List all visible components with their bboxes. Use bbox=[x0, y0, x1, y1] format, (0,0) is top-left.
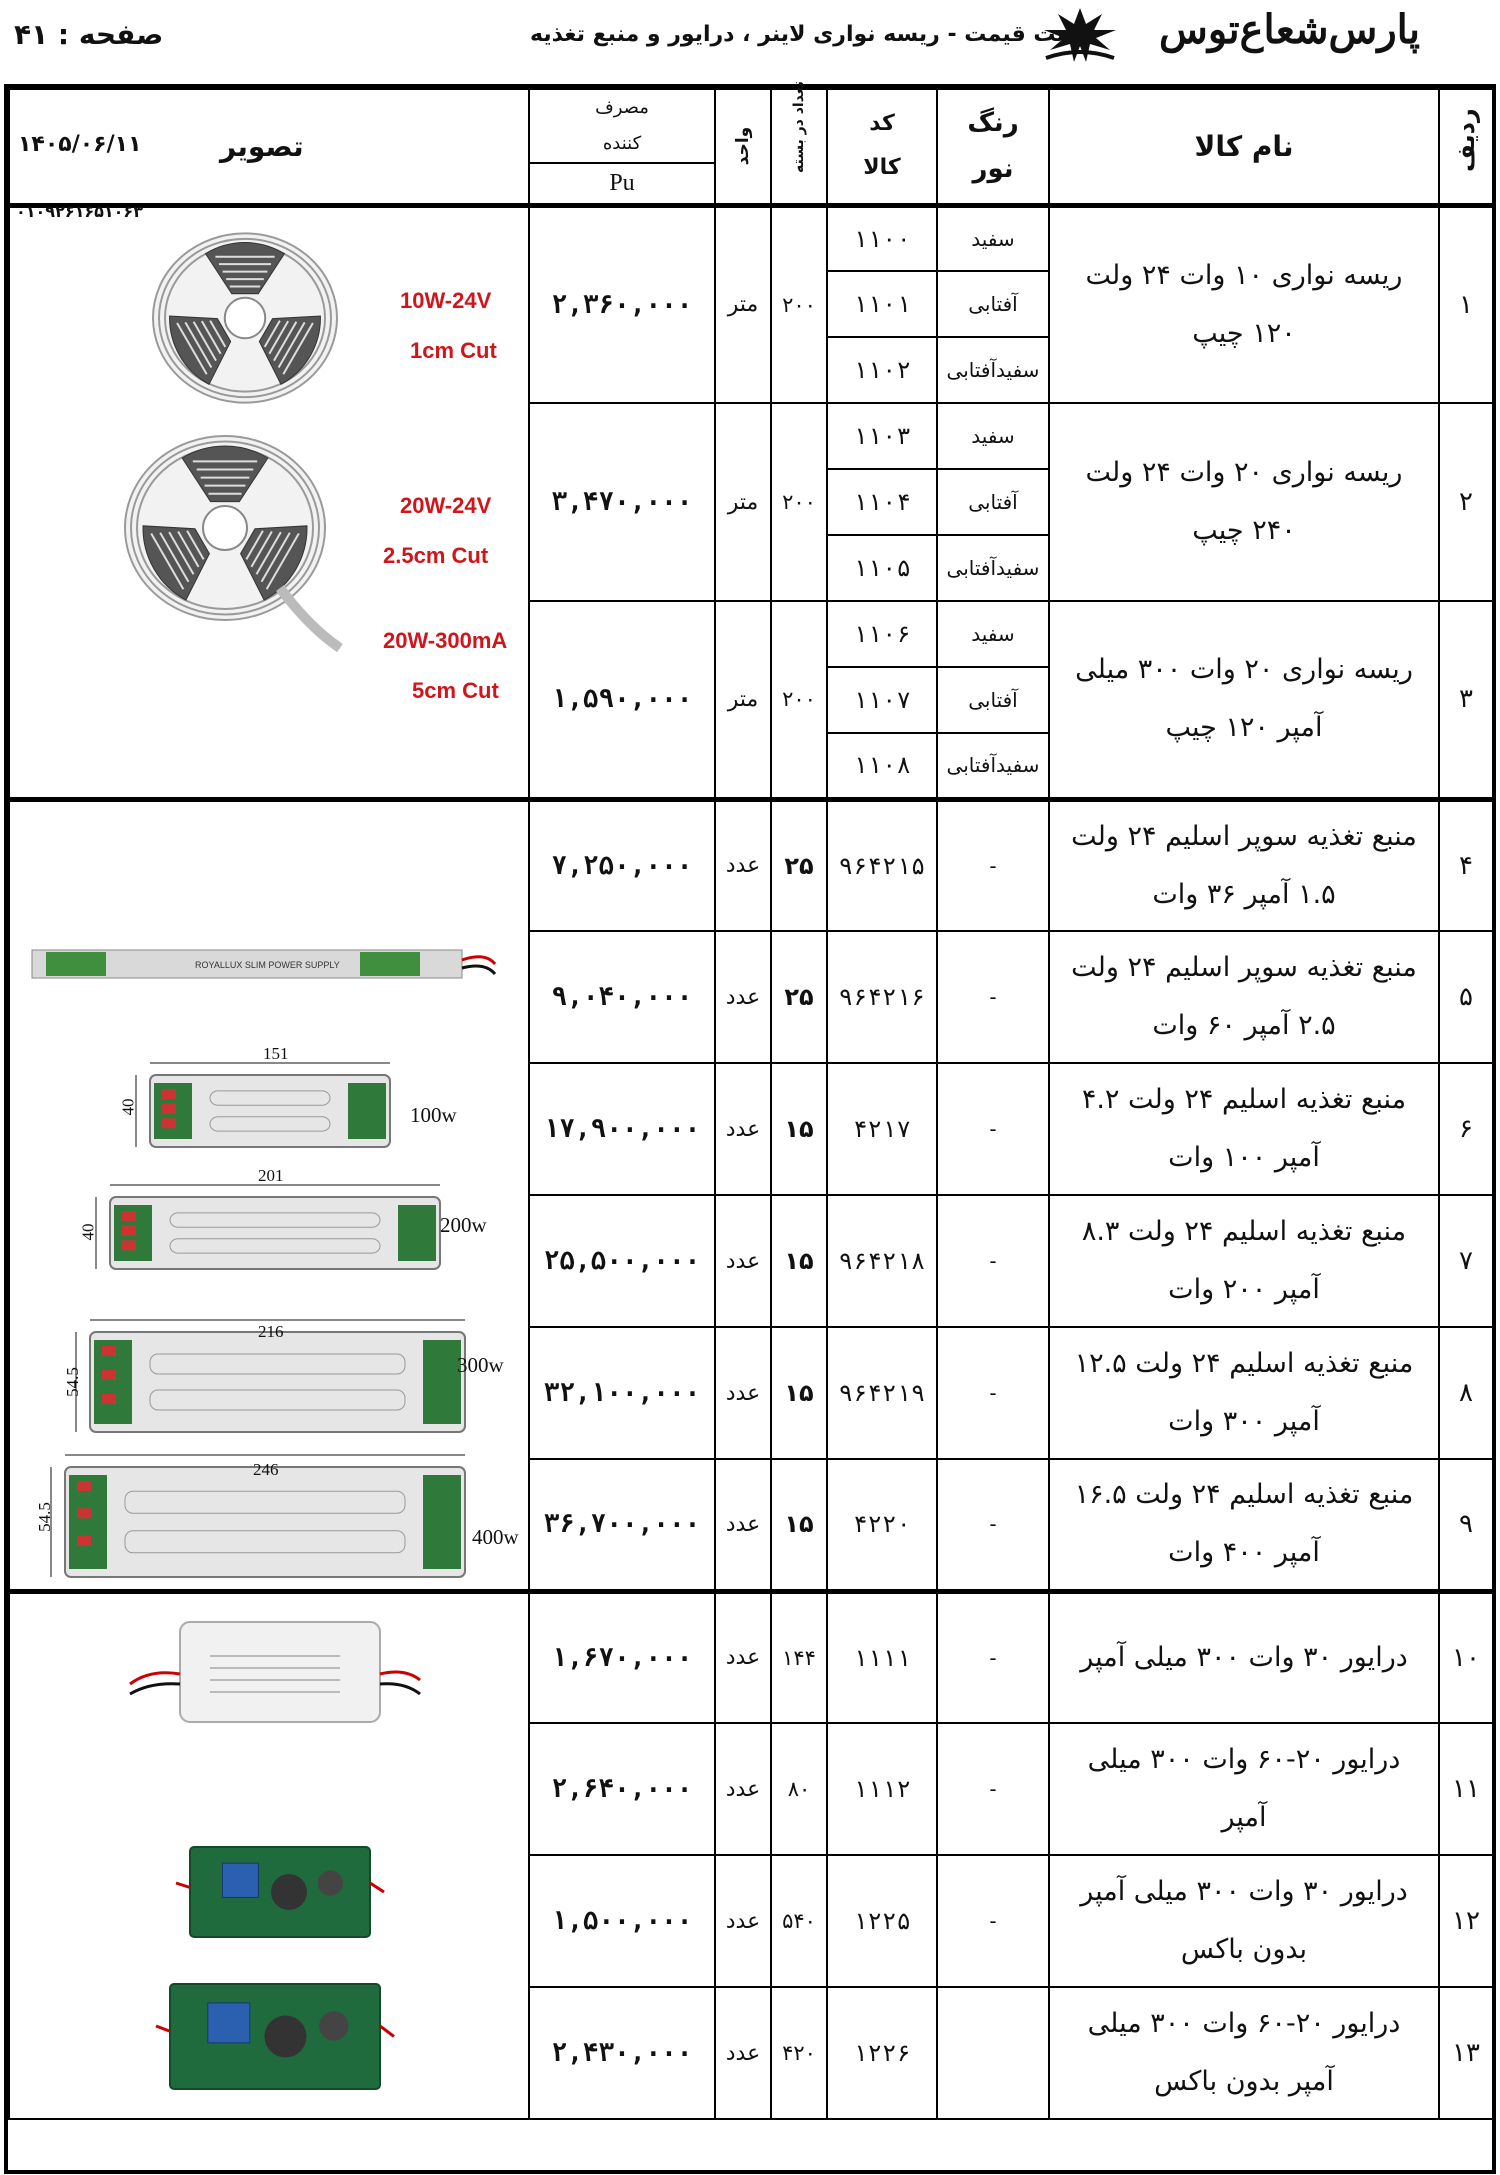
product-name-cell: منبع تغذیه اسلیم ۲۴ ولت ۸.۳ آمپر ۲۰۰ وات bbox=[1049, 1195, 1439, 1327]
pack-cell: ۲۰۰ bbox=[771, 403, 827, 601]
unit-cell: عدد bbox=[715, 799, 771, 931]
price-header-bottom: Pu bbox=[529, 163, 715, 205]
phone-label: ۰۱۰۹۲۶۱۶۵۱۰۶۳ bbox=[16, 202, 143, 221]
row-number-cell: ۱۰ bbox=[1439, 1591, 1493, 1723]
boxed-driver-image bbox=[180, 1622, 380, 1722]
product-name-cell: درایور ۲۰-۶۰ وات ۳۰۰ میلی آمپر بدون باکس bbox=[1049, 1987, 1439, 2119]
unit-cell: متر bbox=[715, 403, 771, 601]
product-name-cell: درایور ۳۰ وات ۳۰۰ میلی آمپر بدون باکس bbox=[1049, 1855, 1439, 1987]
image-header-cell bbox=[9, 89, 529, 221]
product-name-cell: منبع تغذیه اسلیم ۲۴ ولت ۴.۲ آمپر ۱۰۰ وات bbox=[1049, 1063, 1439, 1195]
page-header bbox=[0, 0, 1500, 80]
price-cell: ۱,۶۷۰,۰۰۰ bbox=[529, 1591, 715, 1723]
dimension-label: 201 bbox=[258, 1165, 284, 1185]
svg-text:ROYALLUX SLIM POWER SUPPLY: ROYALLUX SLIM POWER SUPPLY bbox=[195, 959, 340, 970]
product-name-cell: منبع تغذیه سوپر اسلیم ۲۴ ولت ۱.۵ آمپر ۳۶ وات bbox=[1049, 799, 1439, 931]
product-name-cell: منبع تغذیه سوپر اسلیم ۲۴ ولت ۲.۵ آمپر ۶۰ وات bbox=[1049, 931, 1439, 1063]
unit-cell: عدد bbox=[715, 1723, 771, 1855]
date-label: ۱۴۰۵/۰۶/۱۱ bbox=[18, 132, 142, 157]
led-strip-reel-20w-image bbox=[125, 436, 325, 620]
dimension-label: 40 bbox=[118, 1098, 138, 1115]
code-cell: ۱۱۰۸ bbox=[827, 733, 937, 799]
price-cell: ۲,۶۴۰,۰۰۰ bbox=[529, 1723, 715, 1855]
unit-cell: متر bbox=[715, 601, 771, 799]
dimension-label: 40 bbox=[78, 1223, 98, 1240]
color-cell: سفید bbox=[937, 205, 1049, 271]
price-cell: ۷,۲۵۰,۰۰۰ bbox=[529, 799, 715, 931]
unit-cell: عدد bbox=[715, 1459, 771, 1591]
pack-cell: ۱۵ bbox=[771, 1063, 827, 1195]
code-cell: ۹۶۴۲۱۵ bbox=[827, 799, 937, 931]
led-strip-tail bbox=[280, 588, 340, 648]
row-number-cell: ۴ bbox=[1439, 799, 1493, 931]
dimension-label: 216 bbox=[258, 1321, 284, 1341]
row-number-header-label: ردیف bbox=[1452, 108, 1480, 173]
row-number-cell: ۲ bbox=[1439, 403, 1493, 601]
pack-cell: ۲۵ bbox=[771, 799, 827, 931]
row-number-cell: ۱۲ bbox=[1439, 1855, 1493, 1987]
price-cell: ۱,۵۰۰,۰۰۰ bbox=[529, 1855, 715, 1987]
table-row bbox=[9, 205, 1493, 271]
code-cell: ۱۱۰۳ bbox=[827, 403, 937, 469]
code-header: کد کالا bbox=[827, 89, 937, 205]
unit-cell: عدد bbox=[715, 1591, 771, 1723]
brand-name: پارس‌شعاع‌توس bbox=[1159, 6, 1420, 53]
page-number: صفحه : ۴۱ bbox=[14, 18, 164, 51]
code-cell: ۱۱۰۷ bbox=[827, 667, 937, 733]
product-name-cell: ریسه نواری ۱۰ وات ۲۴ ولت ۱۲۰ چیپ bbox=[1049, 205, 1439, 403]
unit-cell: عدد bbox=[715, 1327, 771, 1459]
power-supply-drawing bbox=[65, 1467, 465, 1577]
unit-cell: عدد bbox=[715, 1063, 771, 1195]
strip-spec-label: 20W-24V bbox=[400, 492, 492, 518]
price-table bbox=[8, 81, 1494, 2120]
code-cell: ۱۱۰۴ bbox=[827, 469, 937, 535]
color-cell: سفید bbox=[937, 601, 1049, 667]
dimension-label: 151 bbox=[263, 1043, 289, 1063]
dimension-label: 54.5 bbox=[34, 1501, 54, 1532]
code-cell: ۱۱۱۲ bbox=[827, 1723, 937, 1855]
unit-cell: متر bbox=[715, 205, 771, 403]
color-cell: - bbox=[937, 799, 1049, 931]
pack-cell: ۲۵ bbox=[771, 931, 827, 1063]
wattage-label: 400w bbox=[472, 1524, 519, 1549]
product-name-cell: درایور ۳۰ وات ۳۰۰ میلی آمپر bbox=[1049, 1591, 1439, 1723]
color-cell: - bbox=[937, 1063, 1049, 1195]
pack-cell: ۲۰۰ bbox=[771, 205, 827, 403]
strip-spec-label: 2.5cm Cut bbox=[383, 542, 489, 568]
code-cell: ۹۶۴۲۱۶ bbox=[827, 931, 937, 1063]
color-cell: سفیدآفتابی bbox=[937, 337, 1049, 403]
row-number-cell: ۹ bbox=[1439, 1459, 1493, 1591]
color-cell bbox=[937, 1987, 1049, 2119]
dimension-label: 54.5 bbox=[62, 1366, 82, 1397]
code-cell: ۱۱۱۱ bbox=[827, 1591, 937, 1723]
wattage-label: 300w bbox=[457, 1352, 504, 1377]
code-cell: ۱۲۲۵ bbox=[827, 1855, 937, 1987]
color-cell: - bbox=[937, 1195, 1049, 1327]
price-cell: ۱۷,۹۰۰,۰۰۰ bbox=[529, 1063, 715, 1195]
color-cell: سفیدآفتابی bbox=[937, 733, 1049, 799]
pack-cell: ۱۵ bbox=[771, 1327, 827, 1459]
pack-header-label: تعداد در بسته bbox=[791, 81, 807, 174]
product-name-cell: منبع تغذیه اسلیم ۲۴ ولت ۱۲.۵ آمپر ۳۰۰ وات bbox=[1049, 1327, 1439, 1459]
code-cell: ۱۱۰۱ bbox=[827, 271, 937, 337]
table-row bbox=[9, 1591, 1493, 1723]
price-cell: ۲۵,۵۰۰,۰۰۰ bbox=[529, 1195, 715, 1327]
code-cell: ۴۲۱۷ bbox=[827, 1063, 937, 1195]
price-cell: ۱,۵۹۰,۰۰۰ bbox=[529, 601, 715, 799]
code-cell: ۱۱۰۶ bbox=[827, 601, 937, 667]
price-cell: ۳۲,۱۰۰,۰۰۰ bbox=[529, 1327, 715, 1459]
power-supply-drawing bbox=[110, 1197, 440, 1269]
image-column-header: تصویر bbox=[220, 130, 304, 163]
code-cell: ۱۱۰۵ bbox=[827, 535, 937, 601]
wattage-label: 200w bbox=[440, 1212, 487, 1237]
row-number-cell: ۱۱ bbox=[1439, 1723, 1493, 1855]
unit-cell: عدد bbox=[715, 1195, 771, 1327]
strip-image-cell bbox=[9, 205, 529, 799]
pack-cell: ۱۵ bbox=[771, 1195, 827, 1327]
color-cell: آفتابی bbox=[937, 271, 1049, 337]
pack-cell: ۸۰ bbox=[771, 1723, 827, 1855]
wattage-label: 100w bbox=[410, 1102, 457, 1127]
pack-header bbox=[771, 81, 827, 205]
strip-spec-label: 1cm Cut bbox=[410, 337, 497, 363]
color-cell: - bbox=[937, 1591, 1049, 1723]
price-table-sheet bbox=[4, 81, 1496, 2174]
color-cell: - bbox=[937, 1723, 1049, 1855]
pack-cell: ۱۴۴ bbox=[771, 1591, 827, 1723]
unit-header bbox=[715, 89, 771, 205]
code-cell: ۹۶۴۲۱۸ bbox=[827, 1195, 937, 1327]
driver-image-cell bbox=[9, 1591, 529, 2119]
power-supply-drawing bbox=[90, 1332, 465, 1432]
product-name-cell: ریسه نواری ۲۰ وات ۳۰۰ میلی آمپر ۱۲۰ چیپ bbox=[1049, 601, 1439, 799]
row-number-cell: ۱۳ bbox=[1439, 1987, 1493, 2119]
code-cell: ۴۲۲۰ bbox=[827, 1459, 937, 1591]
price-cell: ۲,۴۳۰,۰۰۰ bbox=[529, 1987, 715, 2119]
code-cell: ۱۲۲۶ bbox=[827, 1987, 937, 2119]
row-number-cell: ۳ bbox=[1439, 601, 1493, 799]
pack-cell: ۱۵ bbox=[771, 1459, 827, 1591]
unit-cell: عدد bbox=[715, 1987, 771, 2119]
price-header-top: مصرف کننده bbox=[529, 89, 715, 163]
color-cell: آفتابی bbox=[937, 667, 1049, 733]
pack-cell: ۵۴۰ bbox=[771, 1855, 827, 1987]
color-cell: سفید bbox=[937, 403, 1049, 469]
strip-spec-label: 10W-24V bbox=[400, 287, 492, 313]
color-cell: - bbox=[937, 1855, 1049, 1987]
color-cell: - bbox=[937, 1459, 1049, 1591]
product-name-cell: درایور ۲۰-۶۰ وات ۳۰۰ میلی آمپر bbox=[1049, 1723, 1439, 1855]
color-cell: سفیدآفتابی bbox=[937, 535, 1049, 601]
driver-figure bbox=[10, 1594, 530, 2122]
color-cell: - bbox=[937, 931, 1049, 1063]
unit-cell: عدد bbox=[715, 1855, 771, 1987]
price-cell: ۹,۰۴۰,۰۰۰ bbox=[529, 931, 715, 1063]
pack-cell: ۴۲۰ bbox=[771, 1987, 827, 2119]
product-name-cell: ریسه نواری ۲۰ وات ۲۴ ولت ۲۴۰ چیپ bbox=[1049, 403, 1439, 601]
document-title: لیست قیمت - ریسه نواری لاینر ، درایور و منبع تغذیه bbox=[530, 22, 1097, 47]
color-header: رنگ نور bbox=[937, 89, 1049, 205]
strip-spec-label: 20W-300mA bbox=[383, 627, 508, 653]
supply-image-cell bbox=[9, 799, 529, 1591]
row-number-cell: ۷ bbox=[1439, 1195, 1493, 1327]
code-cell: ۹۶۴۲۱۹ bbox=[827, 1327, 937, 1459]
row-number-cell: ۶ bbox=[1439, 1063, 1493, 1195]
table-row bbox=[9, 799, 1493, 931]
color-cell: آفتابی bbox=[937, 469, 1049, 535]
row-number-cell: ۸ bbox=[1439, 1327, 1493, 1459]
code-cell: ۱۱۰۲ bbox=[827, 337, 937, 403]
name-header: نام کالا bbox=[1049, 89, 1439, 205]
price-cell: ۳۶,۷۰۰,۰۰۰ bbox=[529, 1459, 715, 1591]
color-cell: - bbox=[937, 1327, 1049, 1459]
led-strip-reel-10w-image bbox=[153, 233, 337, 402]
unit-header-label: واحد bbox=[733, 127, 753, 166]
strip-spec-label: 5cm Cut bbox=[412, 677, 499, 703]
code-cell: ۱۱۰۰ bbox=[827, 205, 937, 271]
pack-cell: ۲۰۰ bbox=[771, 601, 827, 799]
product-name-cell: منبع تغذیه اسلیم ۲۴ ولت ۱۶.۵ آمپر ۴۰۰ وات bbox=[1049, 1459, 1439, 1591]
row-number-header bbox=[1439, 89, 1493, 205]
dimension-label: 246 bbox=[253, 1459, 279, 1479]
row-number-cell: ۵ bbox=[1439, 931, 1493, 1063]
row-number-cell: ۱ bbox=[1439, 205, 1493, 403]
price-cell: ۳,۴۷۰,۰۰۰ bbox=[529, 403, 715, 601]
unit-cell: عدد bbox=[715, 931, 771, 1063]
price-cell: ۲,۳۶۰,۰۰۰ bbox=[529, 205, 715, 403]
table-header-row bbox=[9, 89, 1493, 163]
